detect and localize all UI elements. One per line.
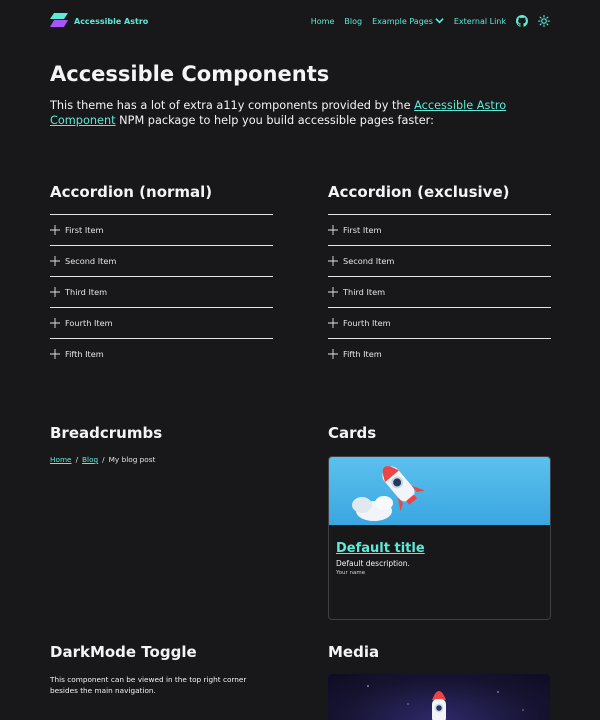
accordion-item-label: Fifth Item [65,349,104,359]
cards-title: Cards [328,424,377,442]
accordion-normal-item[interactable] [50,307,273,338]
card-image [329,457,550,525]
nav-home[interactable]: Home [310,16,335,26]
breadcrumb-home-link[interactable]: Home [50,455,72,464]
breadcrumb [50,455,155,464]
accordion-exclusive-item[interactable] [328,338,551,369]
plus-icon [50,225,60,235]
accordion-item-label: Second Item [65,256,117,266]
accordion-item-label: Second Item [343,256,395,266]
accordion-exclusive-item[interactable] [328,307,551,338]
card-title-link[interactable]: Default title [336,541,425,556]
accordion-exclusive-item[interactable] [328,214,551,245]
accessible-astro-component-link[interactable]: Accessible Astro Component [50,99,507,127]
github-icon[interactable] [516,15,528,27]
chevron-down-icon [435,16,444,27]
page-title: Accessible Components [50,62,330,86]
accordion-item-label: Fifth Item [343,349,382,359]
intro-text-before: This theme has a lot of extra a11y components provided by the [50,99,415,112]
plus-icon [50,349,60,359]
plus-icon [328,349,338,359]
rocket-illustration [329,457,550,525]
rocket-launch-illustration [328,674,550,720]
card-author: Your name [336,570,366,576]
accordion-normal-title: Accordion (normal) [50,183,213,201]
accordion-item-label: First Item [343,225,382,235]
nav-example-pages-label: Example Pages [372,16,433,26]
accordion-item-label: First Item [65,225,104,235]
plus-icon [328,225,338,235]
site-header [50,11,550,31]
accordion-normal-item[interactable] [50,338,273,369]
accordion-exclusive-item[interactable] [328,276,551,307]
intro-text-after: NPM package to help you build accessible pages faster: [115,114,434,127]
accordion-exclusive [328,214,551,369]
breadcrumb-current: My blog post [108,455,156,464]
accordion-normal-item[interactable] [50,214,273,245]
breadcrumbs-title: Breadcrumbs [50,424,163,442]
intro-text [50,98,550,128]
plus-icon [50,287,60,297]
card-description: Default description. [336,559,410,568]
accordion-exclusive-title: Accordion (exclusive) [328,183,510,201]
main-navigation [311,15,550,27]
plus-icon [50,256,60,266]
breadcrumb-separator: / [75,455,79,464]
brand-link[interactable] [50,12,148,31]
nav-external-link[interactable]: External Link [453,16,506,26]
accordion-item-label: Fourth Item [65,318,113,328]
breadcrumb-blog-link[interactable]: Blog [82,455,99,464]
darkmode-toggle-sun-icon[interactable] [538,15,550,27]
logo-icon [50,12,68,31]
darkmode-title: DarkMode Toggle [50,643,197,661]
accordion-normal-item[interactable] [50,245,273,276]
media-image [328,674,550,720]
nav-example-pages-dropdown[interactable] [372,16,444,27]
card [328,456,551,620]
brand-name: Accessible Astro [74,16,149,26]
plus-icon [50,318,60,328]
plus-icon [328,256,338,266]
darkmode-description: This component can be viewed in the top right corner besides the main navigation. [50,675,247,695]
breadcrumb-separator: / [102,455,105,464]
accordion-normal-item[interactable] [50,276,273,307]
plus-icon [328,287,338,297]
accordion-item-label: Third Item [343,287,386,297]
nav-blog[interactable]: Blog [344,16,363,26]
accordion-exclusive-item[interactable] [328,245,551,276]
accordion-item-label: Fourth Item [343,318,391,328]
accordion-item-label: Third Item [65,287,108,297]
accordion-normal [50,214,273,369]
plus-icon [328,318,338,328]
media-title: Media [328,643,380,661]
